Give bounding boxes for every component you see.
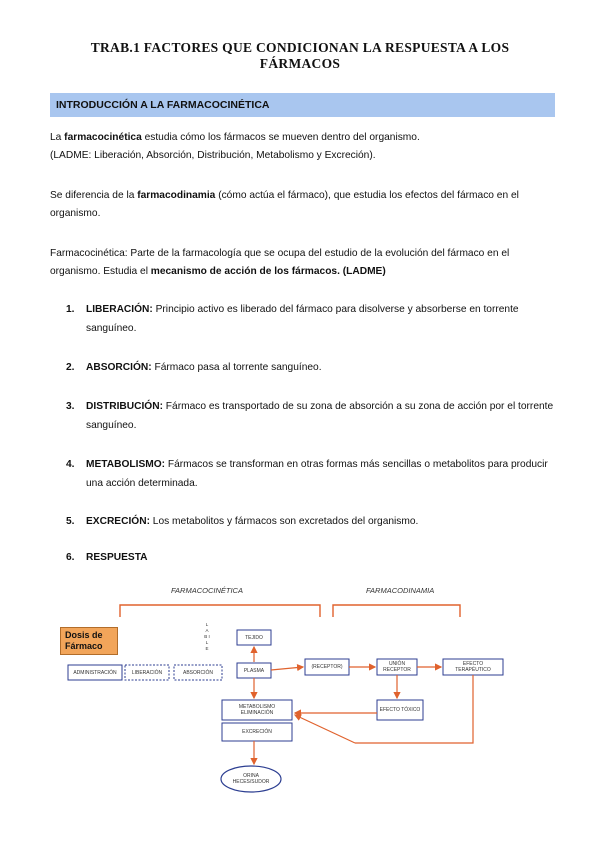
paragraph-definicion <box>50 245 556 281</box>
arrow-efecto-metabolismo <box>295 715 355 743</box>
list-number: 4. <box>66 459 75 470</box>
list-desc: Principio activo es liberado del fármaco para disolverse y absorberse en torrente sanguíneo. <box>86 304 519 334</box>
title-line-1: TRAB.1 FACTORES QUE CONDICIONAN LA RESPUESTA A LOS <box>90 40 510 55</box>
document-title <box>60 40 540 72</box>
text-receptor: (RECEPTOR) <box>311 664 343 670</box>
p1-post: estudia cómo los fármacos se mueven dentro del organismo. <box>141 132 420 143</box>
list-number: 5. <box>66 516 75 527</box>
list-term: METABOLISMO: <box>86 459 166 470</box>
text-union-receptor: UNIÓN RECEPTOR <box>383 661 411 673</box>
diagram-lines <box>55 575 555 805</box>
list-item <box>66 548 556 567</box>
section-heading: INTRODUCCIÓN A LA FARMACOCINÉTICA <box>56 99 270 111</box>
p3-bold: mecanismo de acción de los fármacos. (LADME) <box>150 266 386 277</box>
list-item <box>66 455 556 493</box>
farmacocinetica-bracket <box>120 605 320 617</box>
dosis-farmaco-box <box>60 627 118 655</box>
list-term: LIBERACIÓN: <box>86 304 153 315</box>
list-term: ABSORCIÓN: <box>86 362 152 373</box>
p2-pre: Se diferencia de la <box>50 190 138 201</box>
list-item <box>66 358 556 377</box>
list-term: DISTRIBUCIÓN: <box>86 401 163 412</box>
list-desc: Fármacos se transforman en otras formas más sencillas o metabolitos para producir una acción determinada. <box>86 459 548 489</box>
label-farmacodinamia: FARMACODINAMIA <box>366 586 435 595</box>
dosis-line-1: Dosis de <box>65 630 103 640</box>
arrow-plasma-receptor <box>271 667 303 670</box>
p1-line2: (LADME: Liberación, Absorción, Distribución, Metabolismo y Excreción). <box>50 150 376 161</box>
ladme-diagram <box>55 575 555 805</box>
list-number: 3. <box>66 401 75 412</box>
text-absorcion: ABSORCIÓN <box>182 670 213 676</box>
farmacodinamia-bracket <box>333 605 460 617</box>
dosis-line-2: Fármaco <box>65 641 103 651</box>
p3-text: Farmacocinética: Parte de la farmacología que se ocupa del estudio de la evolución del fármaco en el organismo. Estudia el <box>50 248 510 277</box>
p1-bold: farmacocinética <box>64 132 142 143</box>
text-efecto-terapeutico: EFECTO TERAPÉUTICO <box>455 661 491 673</box>
list-number: 6. <box>66 552 75 563</box>
list-term: EXCRECIÓN: <box>86 516 150 527</box>
list-item <box>66 512 556 531</box>
title-line-2: FÁRMACOS <box>259 56 341 71</box>
paragraph-farmacocinetica <box>50 129 556 165</box>
text-orina: ORINA HECES/SUDOR <box>232 773 270 785</box>
text-plasma: PLASMA <box>243 668 265 674</box>
text-liberacion: LIBERACIÓN <box>131 670 163 676</box>
list-number: 2. <box>66 362 75 373</box>
list-desc: Los metabolitos y fármacos son excretados del organismo. <box>149 516 419 527</box>
text-tejido: TEJIDO <box>245 635 263 641</box>
list-item <box>66 397 556 435</box>
text-excrecion: EXCRECIÓN <box>242 729 272 735</box>
list-item <box>66 300 556 338</box>
section-heading-bar <box>50 93 555 117</box>
text-efecto-toxico: EFECTO TÓXICO <box>379 707 421 713</box>
text-administracion: ADMINISTRACIÓN <box>73 670 117 676</box>
vertical-ladme-text: L A B I L E <box>204 622 210 651</box>
list-term: RESPUESTA <box>86 552 148 563</box>
paragraph-farmacodinamia <box>50 187 556 223</box>
list-number: 1. <box>66 304 75 315</box>
label-farmacocinetica: FARMACOCINÉTICA <box>171 586 243 595</box>
p2-bold: farmacodinamia <box>137 190 216 201</box>
text-metabolismo: METABOLISMO ELIMINACIÓN <box>238 704 276 716</box>
p1-pre: La <box>50 132 65 143</box>
p2-post: (cómo actúa el fármaco), que estudia los efectos del fármaco en el organismo. <box>50 190 519 219</box>
list-desc: Fármaco pasa al torrente sanguíneo. <box>151 362 322 373</box>
list-desc: Fármaco es transportado de su zona de absorción a su zona de acción por el torrente sanguíneo. <box>86 401 554 431</box>
